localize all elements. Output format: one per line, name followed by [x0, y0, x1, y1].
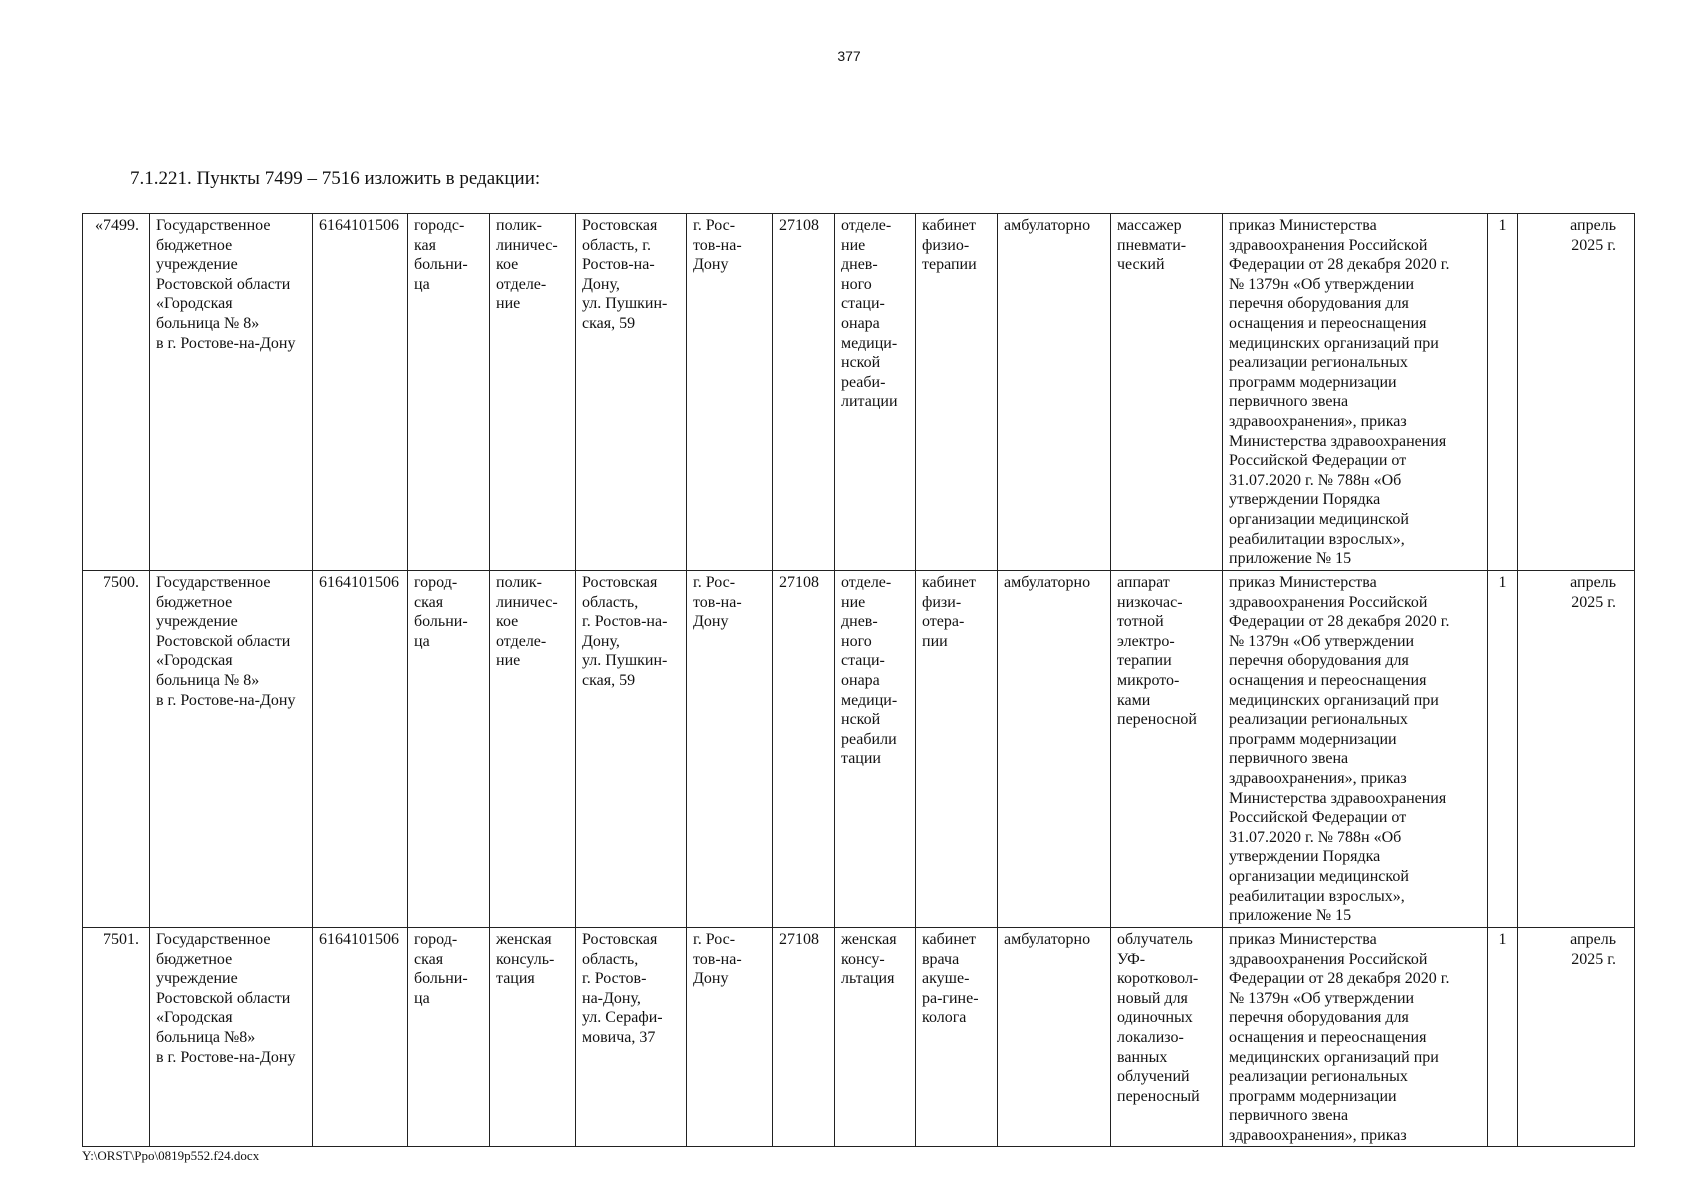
- organization-type-line: больни-: [414, 256, 468, 274]
- care-mode-text: амбулаторно: [1004, 217, 1091, 234]
- term-line: апрель: [1570, 574, 1616, 591]
- equipment-line: одиночных: [1117, 1009, 1193, 1027]
- department-line: литации: [841, 393, 898, 411]
- organization-name-line: больница №8»: [156, 1028, 256, 1046]
- equipment-line: локализо-: [1117, 1028, 1184, 1046]
- organization-name-line: учреждение: [156, 970, 238, 988]
- department-line: льтация: [841, 970, 895, 988]
- organization-type-line: ца: [414, 989, 430, 1007]
- division-line: отделе-: [496, 632, 547, 650]
- address-cell: [576, 571, 687, 928]
- inn-text: 6164101506: [319, 931, 399, 948]
- department-line: онара: [841, 671, 880, 689]
- legal-basis-line: здравоохранения Российской: [1229, 236, 1428, 254]
- legal-basis-line: реализации региональных: [1229, 711, 1408, 729]
- organization-name-cell: [150, 928, 313, 1147]
- code-cell: [773, 928, 835, 1147]
- address-line: мовича, 37: [582, 1028, 656, 1046]
- organization-type-line: город-: [414, 931, 458, 948]
- term-line: апрель: [1570, 931, 1616, 948]
- section-heading: 7.1.221. Пункты 7499 – 7516 изложить в редакции:: [130, 168, 541, 189]
- address-line: ская, 59: [582, 671, 636, 689]
- organization-name-line: Ростовской области: [156, 632, 291, 650]
- address-line: ул. Пушкин-: [582, 652, 668, 670]
- care-mode-cell: [998, 571, 1111, 928]
- organization-name-line: в г. Ростове-на-Дону: [156, 691, 296, 709]
- equipment-line: переносный: [1117, 1087, 1200, 1105]
- organization-name-cell: [150, 571, 313, 928]
- address-line: Ростовская: [582, 574, 658, 591]
- room-line: физи-: [922, 593, 962, 611]
- equipment-line: пневмати-: [1117, 236, 1187, 254]
- department-line: женская: [841, 931, 897, 948]
- address-line: ская, 59: [582, 314, 636, 332]
- legal-basis-line: приказ Министерства: [1229, 217, 1377, 234]
- organization-name-line: больница № 8»: [156, 314, 260, 332]
- address-line: область, г.: [582, 236, 651, 254]
- organization-type-line: ская: [414, 593, 444, 611]
- organization-name-line: «Городская: [156, 652, 233, 670]
- city-line: тов-на-: [693, 593, 742, 611]
- division-line: ние: [496, 652, 521, 670]
- quantity-cell: [1488, 928, 1518, 1147]
- room-line: терапии: [922, 256, 977, 274]
- room-cell: [916, 571, 998, 928]
- legal-basis-line: медицинских организаций при: [1229, 1048, 1439, 1066]
- organization-name-cell: [150, 214, 313, 571]
- table-row: [83, 214, 1635, 571]
- room-line: колога: [922, 1009, 967, 1027]
- city-line: Дону: [693, 256, 729, 274]
- equipment-line: облучатель: [1117, 931, 1193, 948]
- quantity-cell: [1488, 214, 1518, 571]
- row-number-cell: [83, 928, 150, 1147]
- legal-basis-line: реабилитации взрослых»,: [1229, 530, 1405, 548]
- organization-type-line: ца: [414, 275, 430, 293]
- equipment-table: [82, 213, 1635, 1147]
- address-line: область,: [582, 950, 639, 968]
- room-cell: [916, 928, 998, 1147]
- legal-basis-line: здравоохранения Российской: [1229, 593, 1428, 611]
- address-line: область,: [582, 593, 639, 611]
- legal-basis-line: Федерации от 28 декабря 2020 г.: [1229, 256, 1450, 274]
- organization-name-line: Государственное: [156, 574, 271, 591]
- division-line: полик-: [496, 574, 542, 591]
- legal-basis-line: программ модернизации: [1229, 1087, 1397, 1105]
- division-cell: [490, 214, 576, 571]
- division-line: кое: [496, 613, 519, 631]
- city-line: г. Рос-: [693, 931, 736, 948]
- legal-basis-line: перечня оборудования для: [1229, 1009, 1409, 1027]
- room-line: пии: [922, 632, 948, 650]
- row-number-text: «7499.: [95, 217, 139, 234]
- organization-name-line: учреждение: [156, 613, 238, 631]
- department-line: днев-: [841, 256, 878, 274]
- organization-type-line: ская: [414, 950, 444, 968]
- legal-basis-line: первичного звена: [1229, 750, 1349, 768]
- legal-basis-line: здравоохранения», приказ: [1229, 769, 1407, 787]
- department-line: нской: [841, 711, 881, 729]
- legal-basis-line: реабилитации взрослых»,: [1229, 887, 1405, 905]
- city-line: тов-на-: [693, 236, 742, 254]
- code-text: 27108: [779, 217, 819, 234]
- legal-basis-line: 31.07.2020 г. № 788н «Об: [1229, 828, 1402, 846]
- care-mode-cell: [998, 928, 1111, 1147]
- division-line: консуль-: [496, 950, 555, 968]
- legal-basis-line: утверждении Порядка: [1229, 491, 1381, 509]
- legal-basis-line: программ модернизации: [1229, 730, 1397, 748]
- code-cell: [773, 571, 835, 928]
- legal-basis-line: № 1379н «Об утверждении: [1229, 275, 1415, 293]
- city-cell: [687, 928, 773, 1147]
- organization-type-cell: [408, 214, 490, 571]
- legal-basis-line: Министерства здравоохранения: [1229, 432, 1447, 450]
- legal-basis-line: № 1379н «Об утверждении: [1229, 989, 1415, 1007]
- row-number-text: 7501.: [103, 931, 139, 948]
- organization-name-line: бюджетное: [156, 950, 233, 968]
- inn-cell: [313, 571, 408, 928]
- department-line: консу-: [841, 950, 885, 968]
- equipment-line: массажер: [1117, 217, 1182, 234]
- division-line: линичес-: [496, 236, 558, 254]
- legal-basis-line: утверждении Порядка: [1229, 848, 1381, 866]
- room-line: физио-: [922, 236, 970, 254]
- legal-basis-cell: [1223, 214, 1488, 571]
- department-cell: [835, 214, 916, 571]
- inn-cell: [313, 214, 408, 571]
- legal-basis-cell: [1223, 571, 1488, 928]
- address-line: Ростовская: [582, 217, 658, 234]
- legal-basis-line: приложение № 15: [1229, 550, 1352, 568]
- legal-basis-line: оснащения и переоснащения: [1229, 1028, 1427, 1046]
- division-line: линичес-: [496, 593, 558, 611]
- room-line: кабинет: [922, 574, 976, 591]
- quantity-text: 1: [1498, 574, 1507, 591]
- room-line: отера-: [922, 613, 965, 631]
- term-line: апрель: [1570, 217, 1616, 234]
- department-line: реабили: [841, 730, 897, 748]
- department-line: ние: [841, 593, 866, 611]
- equipment-line: тотной: [1117, 613, 1164, 631]
- room-line: кабинет: [922, 217, 976, 234]
- division-line: ние: [496, 295, 521, 313]
- department-line: реаби-: [841, 373, 886, 391]
- department-line: медици-: [841, 691, 898, 709]
- code-text: 27108: [779, 574, 819, 591]
- department-line: ного: [841, 632, 872, 650]
- equipment-cell: [1111, 214, 1223, 571]
- organization-name-line: «Городская: [156, 1009, 233, 1027]
- legal-basis-line: оснащения и переоснащения: [1229, 314, 1427, 332]
- city-line: тов-на-: [693, 950, 742, 968]
- organization-type-line: город-: [414, 574, 458, 591]
- equipment-line: микрото-: [1117, 671, 1180, 689]
- division-line: кое: [496, 256, 519, 274]
- department-line: тации: [841, 750, 881, 768]
- division-line: отделе-: [496, 275, 547, 293]
- address-line: на-Дону,: [582, 989, 641, 1007]
- legal-basis-line: медицинских организаций при: [1229, 691, 1439, 709]
- legal-basis-line: Министерства здравоохранения: [1229, 789, 1447, 807]
- organization-type-line: больни-: [414, 613, 468, 631]
- organization-name-line: бюджетное: [156, 236, 233, 254]
- page-number: 377: [837, 48, 861, 64]
- address-line: Дону,: [582, 275, 620, 293]
- equipment-line: облучений: [1117, 1068, 1190, 1086]
- division-line: тация: [496, 970, 535, 988]
- equipment-line: низкочас-: [1117, 593, 1183, 611]
- city-cell: [687, 214, 773, 571]
- legal-basis-line: реализации региональных: [1229, 1068, 1408, 1086]
- equipment-line: ческий: [1117, 256, 1165, 274]
- legal-basis-line: здравоохранения Российской: [1229, 950, 1428, 968]
- care-mode-text: амбулаторно: [1004, 574, 1091, 591]
- legal-basis-line: Федерации от 28 декабря 2020 г.: [1229, 613, 1450, 631]
- department-line: стаци-: [841, 295, 885, 313]
- room-line: ра-гине-: [922, 989, 979, 1007]
- term-line: 2025 г.: [1571, 950, 1616, 968]
- room-cell: [916, 214, 998, 571]
- city-line: Дону: [693, 970, 729, 988]
- legal-basis-line: медицинских организаций при: [1229, 334, 1439, 352]
- department-line: ного: [841, 275, 872, 293]
- department-line: днев-: [841, 613, 878, 631]
- department-line: онара: [841, 314, 880, 332]
- organization-type-line: кая: [414, 236, 436, 254]
- legal-basis-cell: [1223, 928, 1488, 1147]
- organization-name-line: больница № 8»: [156, 671, 260, 689]
- address-line: Дону,: [582, 632, 620, 650]
- department-line: отделе-: [841, 574, 892, 591]
- legal-basis-line: перечня оборудования для: [1229, 295, 1409, 313]
- legal-basis-line: Федерации от 28 декабря 2020 г.: [1229, 970, 1450, 988]
- code-cell: [773, 214, 835, 571]
- table-row: [83, 928, 1635, 1147]
- equipment-line: переносной: [1117, 711, 1197, 729]
- city-line: Дону: [693, 613, 729, 631]
- inn-cell: [313, 928, 408, 1147]
- organization-type-cell: [408, 571, 490, 928]
- city-line: г. Рос-: [693, 217, 736, 234]
- organization-type-cell: [408, 928, 490, 1147]
- legal-basis-line: организации медицинской: [1229, 867, 1409, 885]
- legal-basis-line: Российской Федерации от: [1229, 809, 1407, 827]
- care-mode-cell: [998, 214, 1111, 571]
- legal-basis-line: приказ Министерства: [1229, 574, 1377, 591]
- address-line: ул. Серафи-: [582, 1009, 663, 1027]
- term-cell: [1518, 571, 1635, 928]
- legal-basis-line: перечня оборудования для: [1229, 652, 1409, 670]
- organization-name-line: Ростовской области: [156, 989, 291, 1007]
- equipment-line: ванных: [1117, 1048, 1168, 1066]
- equipment-cell: [1111, 928, 1223, 1147]
- address-cell: [576, 928, 687, 1147]
- equipment-line: УФ-: [1117, 950, 1146, 968]
- department-line: медици-: [841, 334, 898, 352]
- room-line: врача: [922, 950, 960, 968]
- legal-basis-line: организации медицинской: [1229, 510, 1409, 528]
- equipment-line: терапии: [1117, 652, 1172, 670]
- row-number-cell: [83, 214, 150, 571]
- organization-name-line: Ростовской области: [156, 275, 291, 293]
- equipment-line: ками: [1117, 691, 1151, 709]
- quantity-cell: [1488, 571, 1518, 928]
- legal-basis-line: первичного звена: [1229, 393, 1349, 411]
- legal-basis-line: реализации региональных: [1229, 354, 1408, 372]
- legal-basis-line: Российской Федерации от: [1229, 452, 1407, 470]
- organization-name-line: в г. Ростове-на-Дону: [156, 1048, 296, 1066]
- division-cell: [490, 928, 576, 1147]
- term-cell: [1518, 928, 1635, 1147]
- address-line: Ростов-на-: [582, 256, 655, 274]
- quantity-text: 1: [1498, 931, 1507, 948]
- address-cell: [576, 214, 687, 571]
- term-line: 2025 г.: [1571, 593, 1616, 611]
- division-cell: [490, 571, 576, 928]
- equipment-cell: [1111, 571, 1223, 928]
- row-number-cell: [83, 571, 150, 928]
- organization-name-line: учреждение: [156, 256, 238, 274]
- address-line: г. Ростов-на-: [582, 613, 668, 631]
- organization-type-line: больни-: [414, 970, 468, 988]
- legal-basis-line: оснащения и переоснащения: [1229, 671, 1427, 689]
- term-line: 2025 г.: [1571, 236, 1616, 254]
- quantity-text: 1: [1498, 217, 1507, 234]
- organization-name-line: Государственное: [156, 217, 271, 234]
- organization-name-line: бюджетное: [156, 593, 233, 611]
- term-cell: [1518, 214, 1635, 571]
- organization-name-line: в г. Ростове-на-Дону: [156, 334, 296, 352]
- legal-basis-line: здравоохранения», приказ: [1229, 412, 1407, 430]
- table-row: [83, 571, 1635, 928]
- care-mode-text: амбулаторно: [1004, 931, 1091, 948]
- city-cell: [687, 571, 773, 928]
- department-cell: [835, 928, 916, 1147]
- equipment-line: новый для: [1117, 989, 1188, 1007]
- legal-basis-line: 31.07.2020 г. № 788н «Об: [1229, 471, 1402, 489]
- legal-basis-line: программ модернизации: [1229, 373, 1397, 391]
- department-line: ние: [841, 236, 866, 254]
- department-line: отделе-: [841, 217, 892, 234]
- row-number-text: 7500.: [103, 574, 139, 591]
- city-line: г. Рос-: [693, 574, 736, 591]
- legal-basis-line: приказ Министерства: [1229, 931, 1377, 948]
- address-line: ул. Пушкин-: [582, 295, 668, 313]
- department-cell: [835, 571, 916, 928]
- legal-basis-line: здравоохранения», приказ: [1229, 1126, 1407, 1144]
- organization-type-line: ца: [414, 632, 430, 650]
- equipment-line: аппарат: [1117, 574, 1170, 591]
- room-line: акуше-: [922, 970, 970, 988]
- legal-basis-line: № 1379н «Об утверждении: [1229, 632, 1415, 650]
- department-line: нской: [841, 354, 881, 372]
- equipment-line: электро-: [1117, 632, 1175, 650]
- inn-text: 6164101506: [319, 574, 399, 591]
- address-line: Ростовская: [582, 931, 658, 948]
- legal-basis-line: первичного звена: [1229, 1107, 1349, 1125]
- organization-type-line: городс-: [414, 217, 465, 234]
- room-line: кабинет: [922, 931, 976, 948]
- division-line: полик-: [496, 217, 542, 234]
- code-text: 27108: [779, 931, 819, 948]
- file-path-footer: Y:\ORST\Ppo\0819p552.f24.docx: [82, 1148, 260, 1163]
- address-line: г. Ростов-: [582, 970, 647, 988]
- division-line: женская: [496, 931, 552, 948]
- department-line: стаци-: [841, 652, 885, 670]
- inn-text: 6164101506: [319, 217, 399, 234]
- organization-name-line: «Городская: [156, 295, 233, 313]
- organization-name-line: Государственное: [156, 931, 271, 948]
- equipment-line: коротковол-: [1117, 970, 1199, 988]
- legal-basis-line: приложение № 15: [1229, 907, 1352, 925]
